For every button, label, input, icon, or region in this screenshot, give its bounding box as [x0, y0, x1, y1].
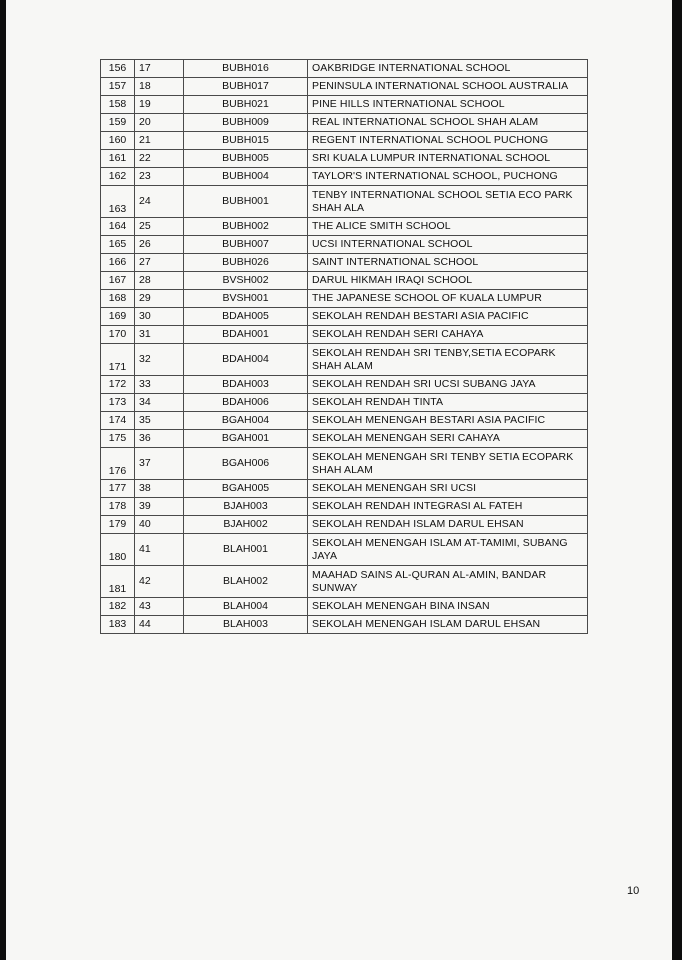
row-index: 163: [101, 186, 135, 218]
table-row: [101, 308, 588, 326]
document-page: [6, 0, 672, 960]
school-code: BGAH001: [184, 430, 308, 448]
row-number: 19: [135, 96, 184, 114]
table-row: [101, 394, 588, 412]
row-index: 181: [101, 566, 135, 598]
school-name: SEKOLAH RENDAH INTEGRASI AL FATEH: [308, 498, 588, 516]
school-code: BVSH001: [184, 290, 308, 308]
school-name: SEKOLAH MENENGAH SERI CAHAYA: [308, 430, 588, 448]
school-name: MAAHAD SAINS AL-QURAN AL-AMIN, BANDAR SUNWAY: [308, 566, 588, 598]
table-row: [101, 516, 588, 534]
school-name: SEKOLAH MENENGAH ISLAM AT-TAMIMI, SUBANG JAYA: [308, 534, 588, 566]
table-row: [101, 598, 588, 616]
row-number: 42: [135, 566, 184, 598]
row-number: 22: [135, 150, 184, 168]
school-name: REAL INTERNATIONAL SCHOOL SHAH ALAM: [308, 114, 588, 132]
table-row: [101, 376, 588, 394]
row-number: 39: [135, 498, 184, 516]
row-index: 168: [101, 290, 135, 308]
row-index: 182: [101, 598, 135, 616]
table-row: [101, 150, 588, 168]
row-number: 28: [135, 272, 184, 290]
row-number: 41: [135, 534, 184, 566]
row-number: 31: [135, 326, 184, 344]
school-code: BDAH004: [184, 344, 308, 376]
table-row: [101, 480, 588, 498]
school-name: THE ALICE SMITH SCHOOL: [308, 218, 588, 236]
school-name: SEKOLAH MENENGAH ISLAM DARUL EHSAN: [308, 616, 588, 634]
table-row: [101, 290, 588, 308]
table-row: [101, 448, 588, 480]
row-index: 170: [101, 326, 135, 344]
school-code: BLAH002: [184, 566, 308, 598]
school-name: THE JAPANESE SCHOOL OF KUALA LUMPUR: [308, 290, 588, 308]
row-index: 183: [101, 616, 135, 634]
row-number: 21: [135, 132, 184, 150]
row-index: 172: [101, 376, 135, 394]
row-number: 29: [135, 290, 184, 308]
school-name: REGENT INTERNATIONAL SCHOOL PUCHONG: [308, 132, 588, 150]
row-number: 24: [135, 186, 184, 218]
row-number: 26: [135, 236, 184, 254]
row-number: 17: [135, 60, 184, 78]
row-number: 27: [135, 254, 184, 272]
school-name: DARUL HIKMAH IRAQI SCHOOL: [308, 272, 588, 290]
row-index: 175: [101, 430, 135, 448]
school-code: BUBH017: [184, 78, 308, 96]
school-name: SEKOLAH MENENGAH SRI TENBY SETIA ECOPARK SHAH ALAM: [308, 448, 588, 480]
row-number: 18: [135, 78, 184, 96]
table-row: [101, 254, 588, 272]
school-code: BUBH005: [184, 150, 308, 168]
school-code: BLAH001: [184, 534, 308, 566]
school-code: BDAH005: [184, 308, 308, 326]
row-index: 173: [101, 394, 135, 412]
school-name: SEKOLAH MENENGAH BESTARI ASIA PACIFIC: [308, 412, 588, 430]
school-code: BUBH015: [184, 132, 308, 150]
row-index: 162: [101, 168, 135, 186]
school-code: BUBH021: [184, 96, 308, 114]
school-name: SEKOLAH RENDAH SRI TENBY,SETIA ECOPARK SHAH ALAM: [308, 344, 588, 376]
school-name: SEKOLAH RENDAH BESTARI ASIA PACIFIC: [308, 308, 588, 326]
row-index: 161: [101, 150, 135, 168]
row-number: 25: [135, 218, 184, 236]
table-row: [101, 114, 588, 132]
row-number: 23: [135, 168, 184, 186]
school-code: BJAH003: [184, 498, 308, 516]
row-number: 34: [135, 394, 184, 412]
row-number: 37: [135, 448, 184, 480]
row-index: 160: [101, 132, 135, 150]
row-index: 171: [101, 344, 135, 376]
school-name: SEKOLAH RENDAH SRI UCSI SUBANG JAYA: [308, 376, 588, 394]
row-index: 180: [101, 534, 135, 566]
row-number: 43: [135, 598, 184, 616]
school-code: BUBH001: [184, 186, 308, 218]
school-code: BJAH002: [184, 516, 308, 534]
row-index: 164: [101, 218, 135, 236]
school-code: BGAH005: [184, 480, 308, 498]
school-name: SEKOLAH RENDAH TINTA: [308, 394, 588, 412]
table-row: [101, 132, 588, 150]
school-name: SEKOLAH RENDAH ISLAM DARUL EHSAN: [308, 516, 588, 534]
school-code: BGAH006: [184, 448, 308, 480]
school-name: SEKOLAH RENDAH SERI CAHAYA: [308, 326, 588, 344]
school-name: TENBY INTERNATIONAL SCHOOL SETIA ECO PARK SHAH ALA: [308, 186, 588, 218]
table-row: [101, 430, 588, 448]
page-number: 10: [627, 885, 640, 897]
table-row: [101, 168, 588, 186]
school-code: BDAH006: [184, 394, 308, 412]
table-row: [101, 272, 588, 290]
row-index: 159: [101, 114, 135, 132]
row-number: 30: [135, 308, 184, 326]
school-code: BUBH026: [184, 254, 308, 272]
row-number: 32: [135, 344, 184, 376]
row-index: 174: [101, 412, 135, 430]
school-name: SAINT INTERNATIONAL SCHOOL: [308, 254, 588, 272]
row-index: 165: [101, 236, 135, 254]
school-list-table: [100, 59, 588, 634]
school-name: TAYLOR'S INTERNATIONAL SCHOOL, PUCHONG: [308, 168, 588, 186]
school-name: SEKOLAH MENENGAH BINA INSAN: [308, 598, 588, 616]
school-code: BUBH007: [184, 236, 308, 254]
school-code: BVSH002: [184, 272, 308, 290]
school-name: PINE HILLS INTERNATIONAL SCHOOL: [308, 96, 588, 114]
row-number: 20: [135, 114, 184, 132]
school-name: SRI KUALA LUMPUR INTERNATIONAL SCHOOL: [308, 150, 588, 168]
table-row: [101, 78, 588, 96]
school-code: BUBH009: [184, 114, 308, 132]
school-name: OAKBRIDGE INTERNATIONAL SCHOOL: [308, 60, 588, 78]
table-row: [101, 616, 588, 634]
school-name: PENINSULA INTERNATIONAL SCHOOL AUSTRALIA: [308, 78, 588, 96]
table-row: [101, 344, 588, 376]
school-name: UCSI INTERNATIONAL SCHOOL: [308, 236, 588, 254]
row-index: 158: [101, 96, 135, 114]
school-code: BUBH004: [184, 168, 308, 186]
school-code: BUBH002: [184, 218, 308, 236]
row-index: 179: [101, 516, 135, 534]
row-number: 35: [135, 412, 184, 430]
row-index: 178: [101, 498, 135, 516]
table-row: [101, 186, 588, 218]
row-number: 36: [135, 430, 184, 448]
row-index: 157: [101, 78, 135, 96]
row-index: 166: [101, 254, 135, 272]
table-row: [101, 326, 588, 344]
table-row: [101, 96, 588, 114]
table-row: [101, 412, 588, 430]
school-code: BDAH003: [184, 376, 308, 394]
row-index: 169: [101, 308, 135, 326]
row-index: 167: [101, 272, 135, 290]
table-row: [101, 218, 588, 236]
table-row: [101, 60, 588, 78]
table-row: [101, 498, 588, 516]
table-row: [101, 566, 588, 598]
row-index: 156: [101, 60, 135, 78]
row-index: 176: [101, 448, 135, 480]
row-number: 33: [135, 376, 184, 394]
row-index: 177: [101, 480, 135, 498]
row-number: 44: [135, 616, 184, 634]
school-list-body: [101, 60, 588, 634]
row-number: 38: [135, 480, 184, 498]
row-number: 40: [135, 516, 184, 534]
school-code: BUBH016: [184, 60, 308, 78]
table-row: [101, 534, 588, 566]
school-code: BLAH003: [184, 616, 308, 634]
school-code: BDAH001: [184, 326, 308, 344]
school-name: SEKOLAH MENENGAH SRI UCSI: [308, 480, 588, 498]
school-code: BGAH004: [184, 412, 308, 430]
table-row: [101, 236, 588, 254]
school-code: BLAH004: [184, 598, 308, 616]
